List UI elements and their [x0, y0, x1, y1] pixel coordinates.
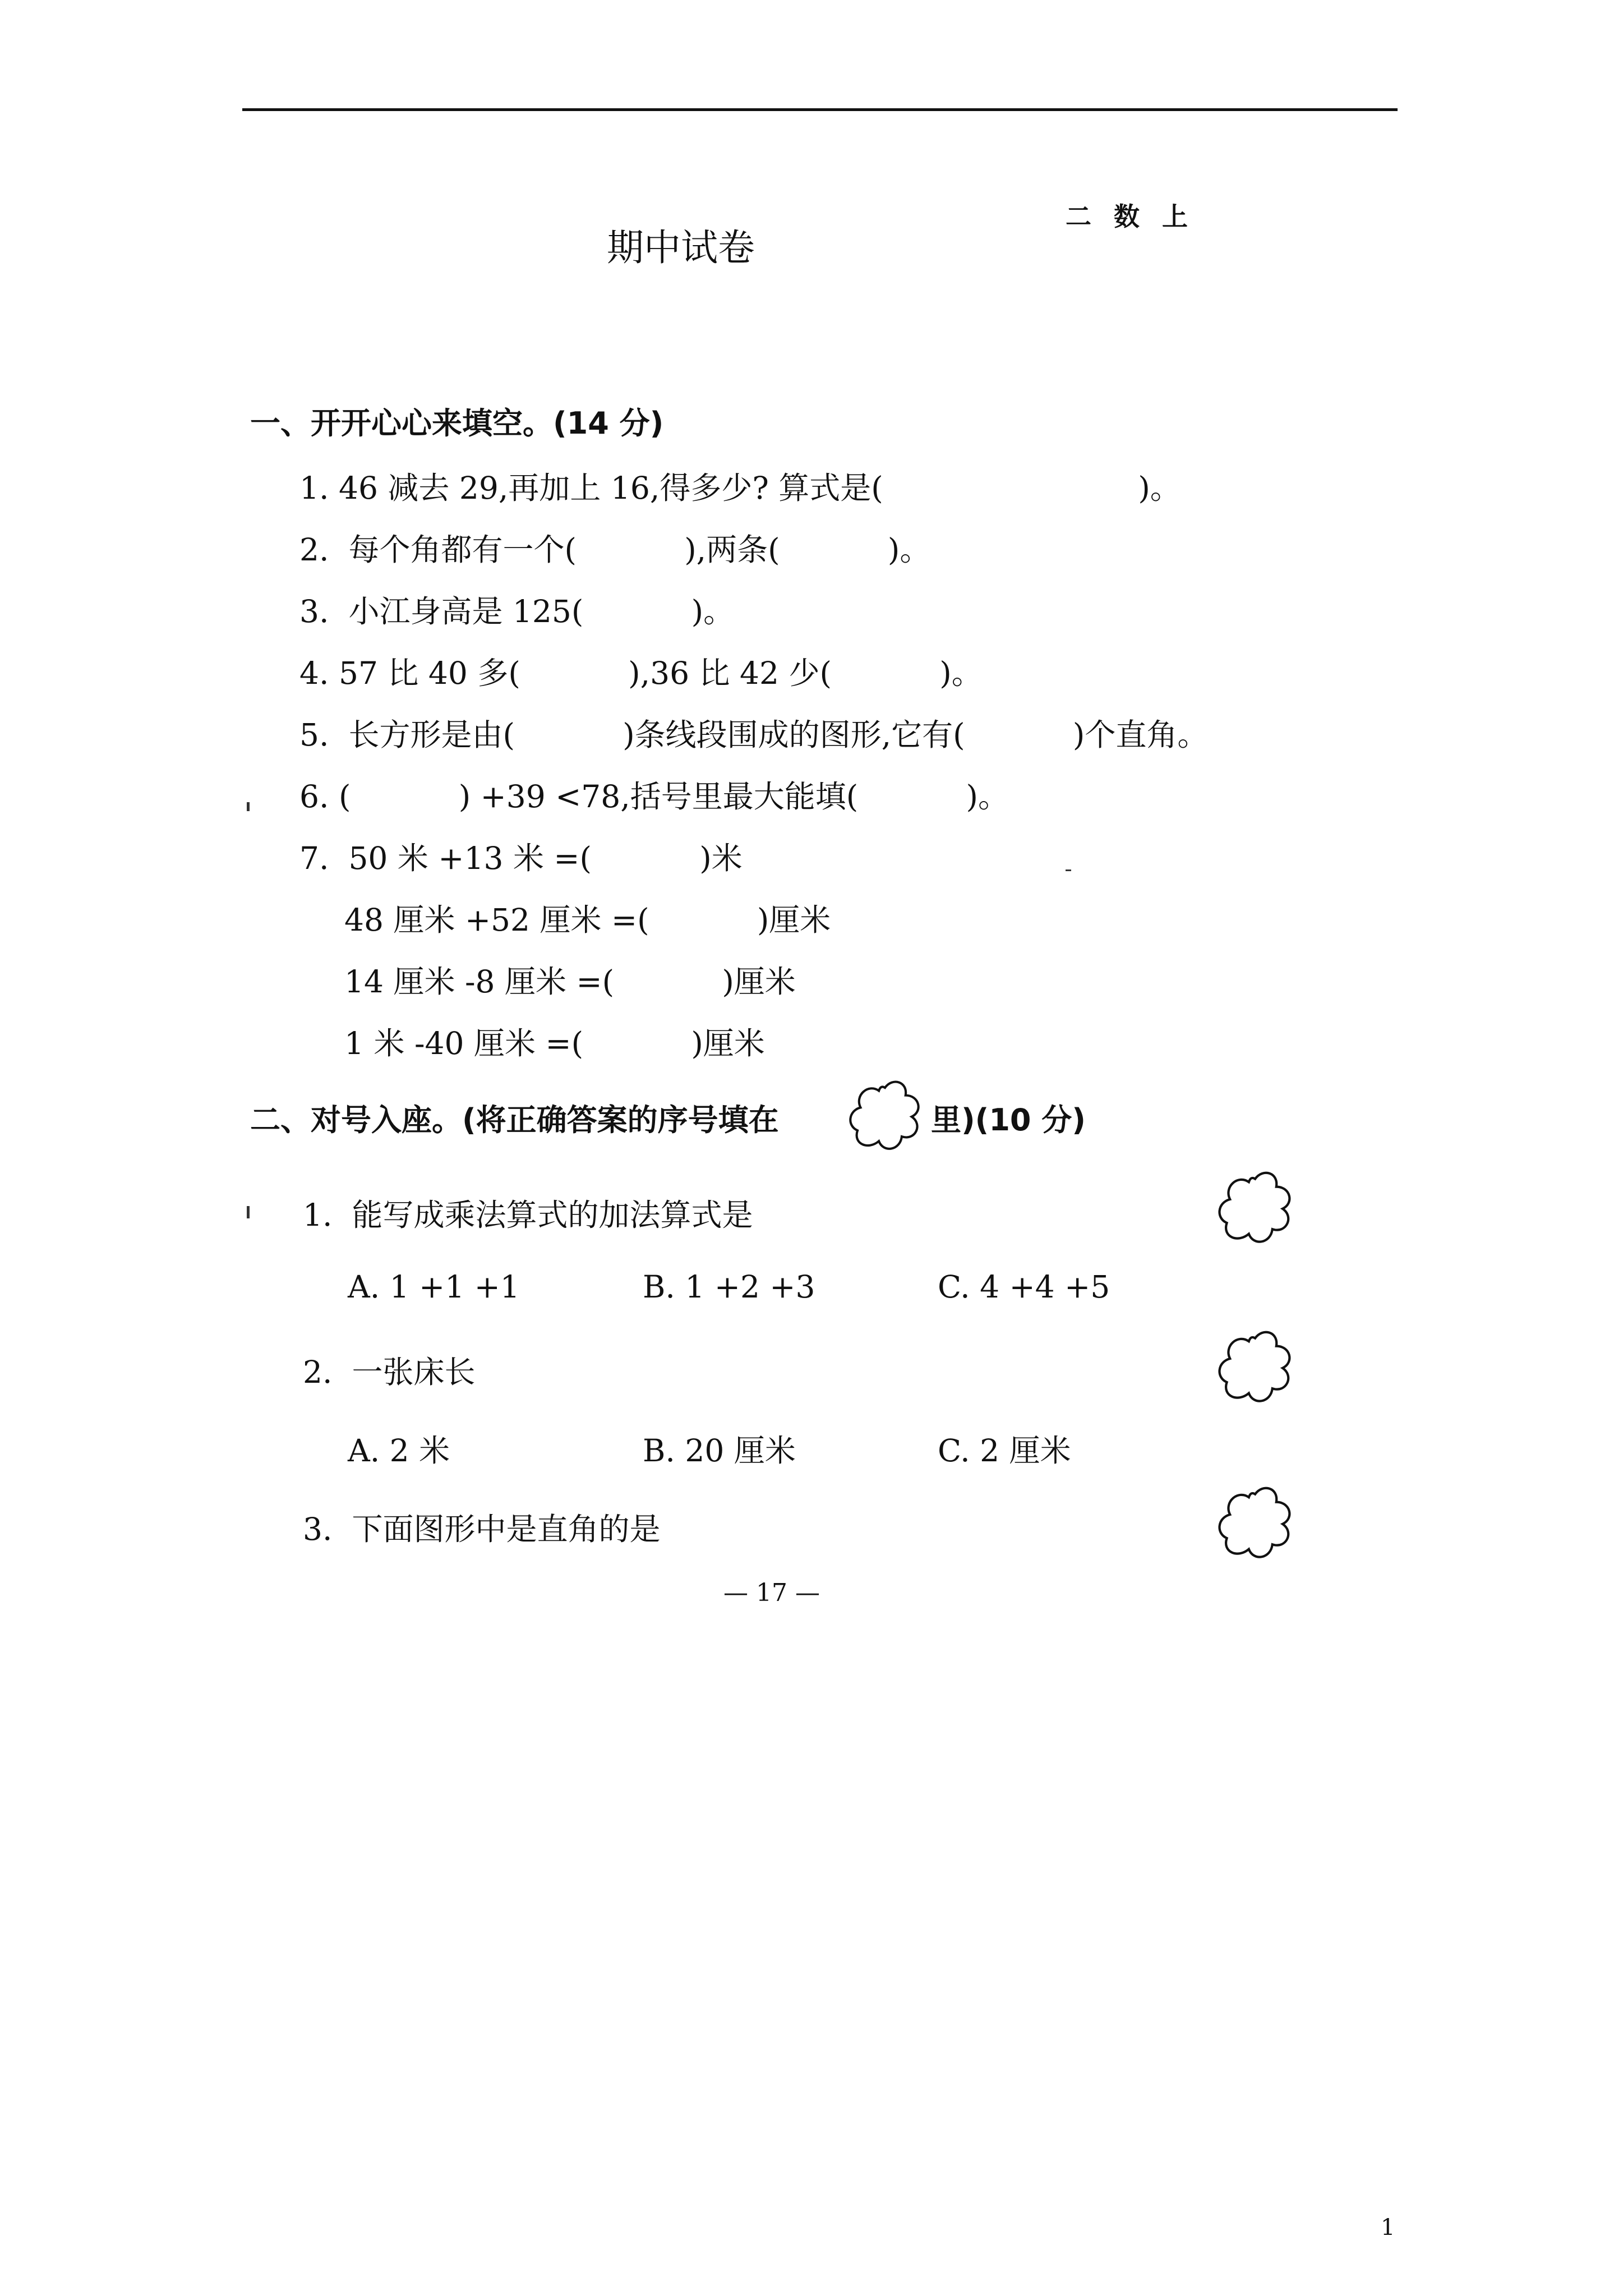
scan-speck	[247, 802, 250, 811]
header-rule	[242, 108, 1398, 111]
question-2-2-option-a: A. 2 米	[348, 1433, 450, 1469]
grade-label: 二数上	[1066, 201, 1210, 232]
section-2-heading-tail: 里)(10 分)	[931, 1102, 1086, 1138]
section-2-heading	[250, 1096, 779, 1139]
question-2-2-option-b: B. 20 厘米	[643, 1433, 796, 1469]
section-2-heading-text: 二、对号入座。(将正确答案的序号填在	[250, 1102, 779, 1138]
question-2-2-option-c: C. 2 厘米	[938, 1433, 1071, 1469]
question-1-7: 7. 50 米 +13 米 =( )米	[299, 840, 743, 876]
scan-speck	[247, 1206, 250, 1218]
page-title: 期中试卷	[607, 226, 755, 269]
corner-page-index: 1	[1381, 2215, 1395, 2240]
question-1-5: 5. 长方形是由( )条线段围成的图形,它有( )个直角。	[299, 717, 1209, 753]
question-2-2: 2. 一张床长	[303, 1354, 476, 1390]
flower-outline-icon	[1216, 1168, 1294, 1246]
flower-outline-icon	[847, 1077, 923, 1153]
question-1-6: 6. ( ) +39 <78,括号里最大能填( )。	[299, 779, 1009, 815]
page-number: — 17 —	[723, 1579, 820, 1607]
question-2-3: 3. 下面图形中是直角的是	[303, 1511, 661, 1547]
question-2-1-option-b: B. 1 +2 +3	[643, 1269, 815, 1305]
question-2-1: 1. 能写成乘法算式的加法算式是	[303, 1197, 753, 1233]
question-2-1-option-a: A. 1 +1 +1	[348, 1269, 520, 1305]
question-2-1-option-c: C. 4 +4 +5	[938, 1269, 1110, 1305]
question-1-7c: 14 厘米 -8 厘米 =( )厘米	[344, 964, 796, 1000]
question-1-4: 4. 57 比 40 多( ),36 比 42 少( )。	[299, 655, 983, 691]
question-1-7b: 48 厘米 +52 厘米 =( )厘米	[344, 902, 831, 938]
flower-outline-icon	[1216, 1483, 1294, 1562]
question-1-3: 3. 小江身高是 125( )。	[299, 593, 735, 629]
question-1-1: 1. 46 减去 29,再加上 16,得多少? 算式是( )。	[299, 470, 1181, 506]
scan-speck	[1066, 869, 1071, 871]
question-1-2: 2. 每个角都有一个( ),两条( )。	[299, 532, 931, 568]
flower-outline-icon	[1216, 1327, 1294, 1406]
question-1-7d: 1 米 -40 厘米 =( )厘米	[344, 1025, 765, 1061]
section-1-heading: 一、开开心心来填空。(14 分)	[250, 406, 664, 441]
